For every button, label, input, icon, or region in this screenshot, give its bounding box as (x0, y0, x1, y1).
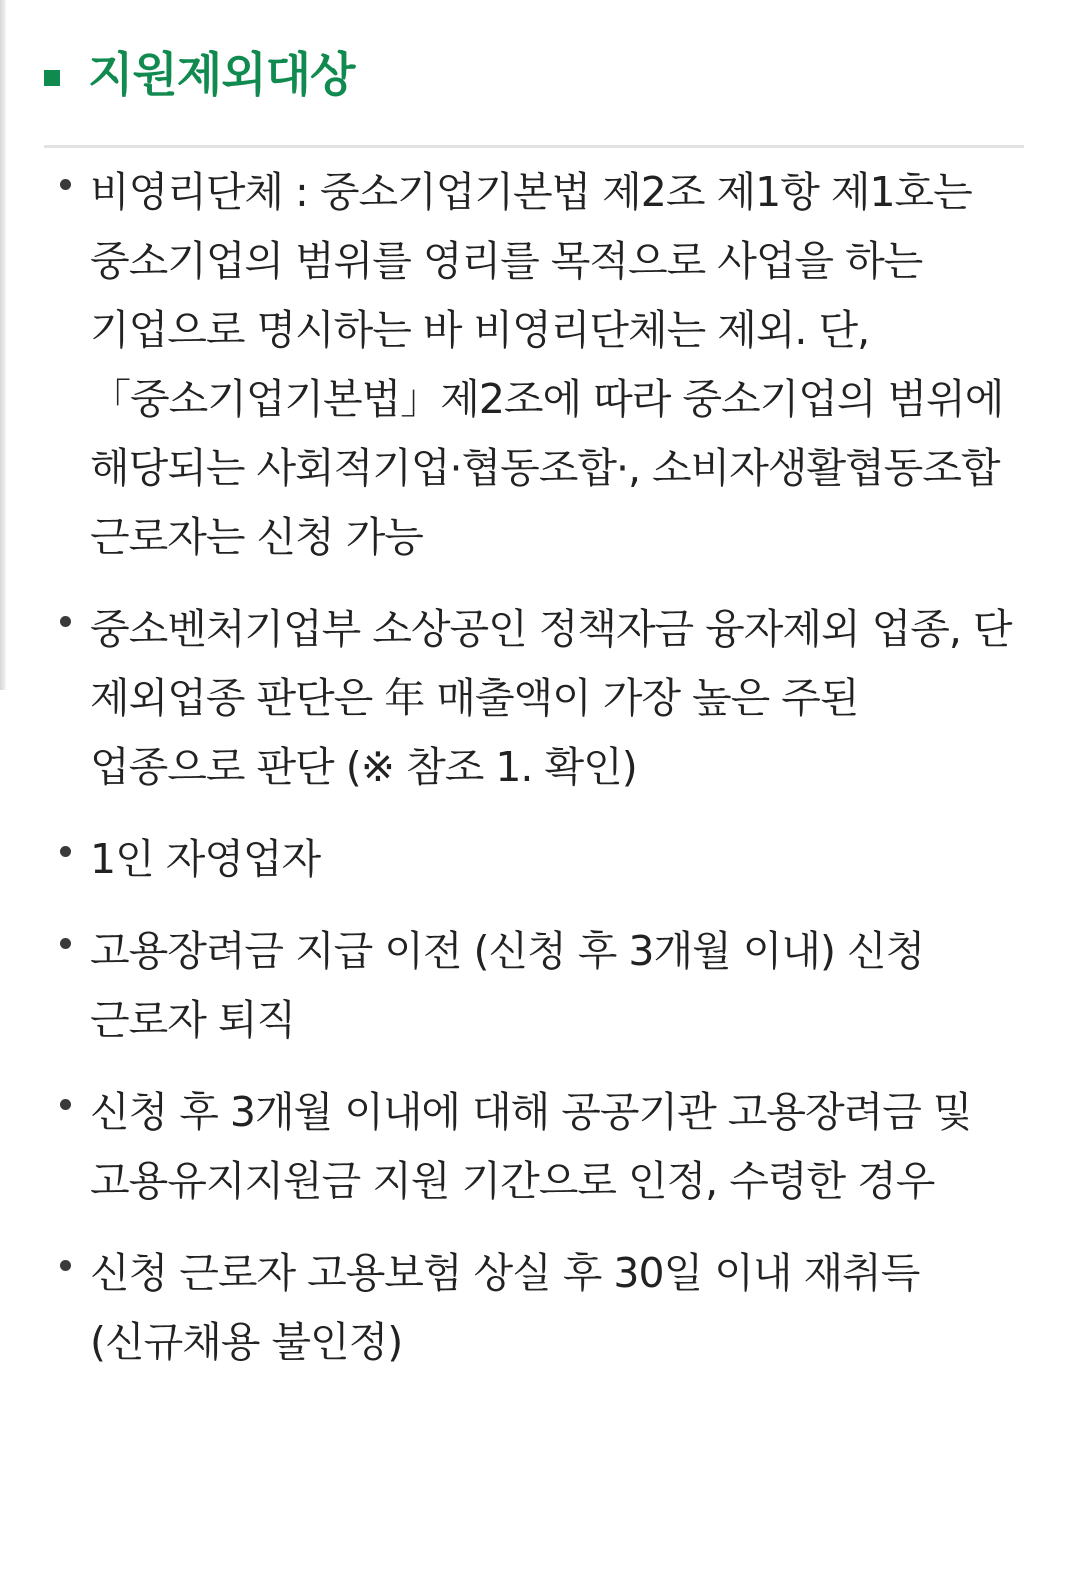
list-item-text: 고용장려금 지급 이전 (신청 후 3개월 이내) 신청 근로자 퇴직 (90, 927, 925, 1044)
list-item-text: 비영리단체 : 중소기업기본법 제2조 제1항 제1호는 중소기업의 범위를 영리를 목적으로 사업을 하는 기업으로 명시하는 바 비영리단체는 제외. 단, 「중소기업기본법」제2조에 따라 중소기업의 범위에 해당되는 사회적기업·협동조합·, 소비자생활협동조합 근로자는 신청 가능 (90, 168, 1004, 561)
bullet-icon (60, 179, 71, 190)
bullet-icon (60, 1099, 71, 1110)
list-item-text: 1인 자영업자 (90, 835, 321, 883)
list-item (60, 1078, 1020, 1216)
bullet-icon (60, 846, 71, 857)
list-item-text: 신청 근로자 고용보험 상실 후 30일 이내 재취득 (신규채용 불인정) (90, 1249, 920, 1366)
bullet-icon (60, 616, 71, 627)
list-item-text: 신청 후 3개월 이내에 대해 공공기관 고용장려금 및 고용유지지원금 지원 기간으로 인정, 수령한 경우 (90, 1088, 972, 1205)
left-edge-shadow (0, 0, 6, 690)
list-item (60, 917, 1020, 1055)
section-header (44, 40, 354, 112)
list-item (60, 595, 1020, 802)
divider (44, 145, 1024, 148)
bullet-icon (60, 1260, 71, 1271)
section-title: 지원제외대상 (88, 48, 355, 103)
exclusion-list (60, 158, 1020, 1400)
list-item (60, 1239, 1020, 1377)
bullet-icon (60, 938, 71, 949)
header-square-marker-icon (44, 70, 60, 86)
list-item (60, 825, 1020, 894)
list-item-text: 중소벤처기업부 소상공인 정책자금 융자제외 업종, 단 제외업종 판단은 年 매출액이 가장 높은 주된 업종으로 판단 (※ 참조 1. 확인) (90, 605, 1012, 791)
list-item (60, 158, 1020, 572)
